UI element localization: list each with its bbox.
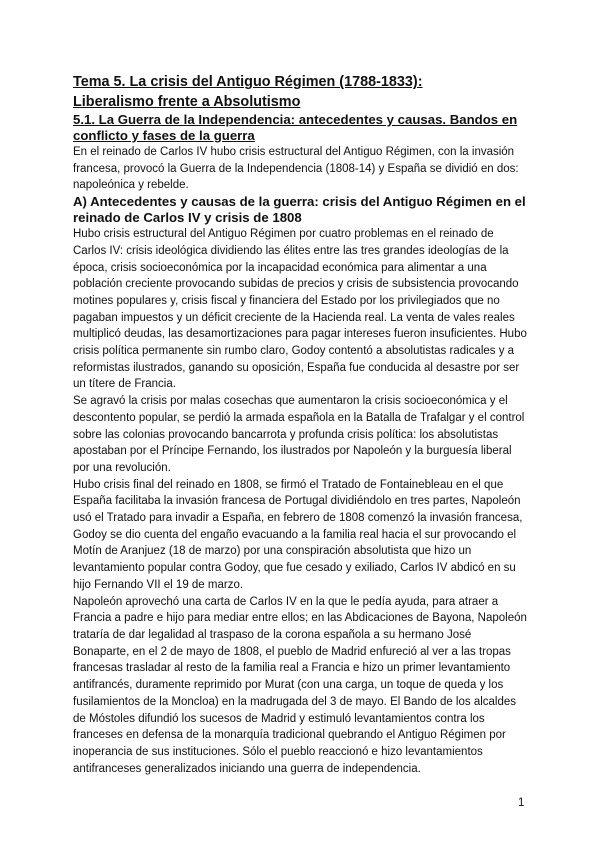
section-subtitle: 5.1. La Guerra de la Independencia: antecedentes y causas. Bandos en conflicto y fases de la guerra — [73, 112, 518, 143]
document-content — [73, 72, 528, 777]
document-title-line-1: Tema 5. La crisis del Antiguo Régimen (1788-1833): — [73, 74, 423, 90]
body-paragraph-2: Se agravó la crisis por malas cosechas que aumentaron la crisis socioeconómica y el descontento popular, se perdió la armada española en la Batalla de Trafalgar y el control sobre las colonias provocando bancarrota y profunda crisis política: los absolutistas apostaban por el Príncipe Fernando, los ilustrados por Napoleón y la burguesía liberal por una revolución. — [73, 395, 525, 474]
document-title-line-2: Liberalismo frente a Absolutismo — [73, 94, 301, 110]
body-paragraph-1: Hubo crisis estructural del Antiguo Régimen por cuatro problemas en el reinado de Carlos IV: crisis ideológica dividiendo las élites entre las tres grandes ideologías de la época, crisis socioeconómica por la incapacidad económica para alimentar a una población creciente provocando subidas de precios y crisis de subsistencia provocando motines populares y, crisis fiscal y financiera del Estado por los privilegiados que no pagaban impuestos y un déficit creciente de la Hacienda real. La venta de vales reales multiplicó deudas, las desamortizaciones para pagar intereses fueron insuficientes. Hubo crisis política permanente sin rumbo claro, Godoy contentó a absolutistas radicales y a reformistas ilustrados, ganando su oposición, España fue conducida al desastre por ser un títere de Francia. — [73, 228, 527, 391]
intro-paragraph: En el reinado de Carlos IV hubo crisis estructural del Antiguo Régimen, con la invasión francesa, provocó la Guerra de la Independencia (1808-14) y España se dividió en dos: napoleónica y rebelde. — [73, 146, 519, 192]
body-paragraph-3: Hubo crisis final del reinado en 1808, se firmó el Tratado de Fontainebleau en el que España facilitaba la invasión francesa de Portugal dividiéndolo en tres partes, Napoleón usó el Tratado para invadir a España, en febrero de 1808 comenzó la invasión francesa, Godoy se dio cuenta del engaño evacuando a la familia real hacia el sur provocando el Motín de Aranjuez (18 de marzo) por una conspiración absolutista que hizo un levantamiento popular contra Godoy, que fue cesado y exiliado, Carlos IV abdicó en su hijo Fernando VII el 19 de marzo. — [73, 478, 523, 591]
section-a-heading: A) Antecedentes y causas de la guerra: crisis del Antiguo Régimen en el reinado de Carlos IV y crisis de 1808 — [73, 194, 526, 226]
page-number: 1 — [518, 797, 525, 809]
body-paragraph-4: Napoleón aprovechó una carta de Carlos IV en la que le pedía ayuda, para atraer a Francia a padre e hijo para mediar entre ellos; en las Abdicaciones de Bayona, Napoleón trataría de dar legalidad al traspaso de la corona española a su hermano José Bonaparte, en el 2 de mayo de 1808, el pueblo de Madrid enfureció al ver a las tropas francesas trasladar al resto de la familia real a Francia e hizo un primer levantamiento antifrancés, duramente reprimido por Murat (con una carga, un toque de queda y los fusilamientos de la Moncloa) en la madrugada del 3 de mayo. El Bando de los alcaldes de Móstoles difundió los sucesos de Madrid y estimuló levantamientos contra los franceses en defensa de la monarquía tradicional quebrando el Antiguo Régimen por inoperancia de sus instituciones. Sólo el pueblo reaccionó e hizo levantamientos antifranceses generalizados iniciando una guerra de independencia. — [73, 595, 527, 775]
